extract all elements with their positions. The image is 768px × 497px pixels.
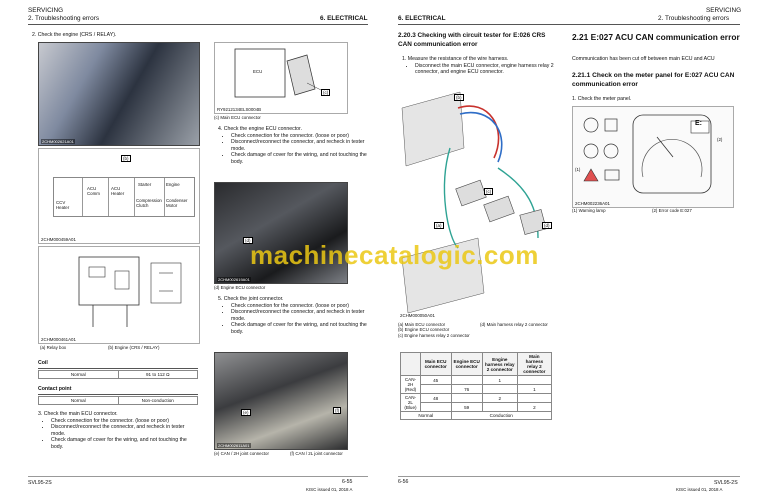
table-cell (482, 385, 517, 394)
left-footer-model: SVL95-2S (28, 480, 52, 486)
caption-2: (2) Error code E:027 (652, 208, 692, 213)
ecu-diagram (214, 42, 348, 114)
photo-code: 2CHM002621A01 (42, 139, 74, 144)
left-header-top: SERVICING (28, 7, 64, 14)
ecu-label: ECU (253, 69, 263, 74)
left-footer-page: 6-55 (342, 479, 353, 485)
wiring-callout: (a) (436, 223, 442, 228)
step-3-bullet: • Check connection for the connector. (loose or poor) (51, 418, 198, 425)
meter-callout: (2) (717, 137, 723, 142)
left-header-sub: 2. Troubleshooting errors (28, 15, 100, 22)
table-cell (482, 403, 517, 412)
right-header-sub: 2. Troubleshooting errors (658, 15, 730, 22)
table-cell (420, 385, 451, 394)
step-3 (38, 411, 198, 450)
right-captions-left (398, 322, 478, 338)
relay-cell: Condenser Motor (166, 198, 188, 209)
wiring-callout: (d) (544, 223, 550, 228)
relay-cell: ACU Comm (87, 186, 100, 197)
wiring-code: 2CHM000050A01 (400, 312, 435, 318)
step-3-bullet: • Check damage of cover for the wiring, and not touching the body. (51, 437, 198, 450)
table-cell: 2 (482, 394, 517, 403)
meter-code: 2CHM002236A01 (575, 200, 610, 206)
table-cell: 48 (420, 394, 451, 403)
right-header-top: SERVICING (706, 7, 742, 14)
resistance-table (400, 352, 552, 420)
photo-f-callout: (f) (335, 408, 340, 413)
table-header: Engine ECU connector (451, 353, 482, 376)
step-4 (218, 126, 368, 165)
table-cell (420, 403, 451, 412)
table-footer-row (401, 412, 552, 420)
table-row (401, 403, 552, 412)
joint-connector-photo (214, 352, 348, 450)
relay-box-code: 2CHM000459A01 (41, 236, 76, 242)
table-header (401, 353, 421, 376)
right-caption-b: (b) Engine ECU connector (398, 327, 450, 333)
wiring-callout: (c) (486, 189, 492, 194)
engine-bay-photo (38, 42, 200, 146)
meter-panel-diagram (572, 106, 734, 208)
step-4-text: 4. Check the engine ECU connector. (218, 126, 302, 132)
caption-d: (d) Engine ECU connector (214, 285, 266, 290)
table-cell: 2 (517, 403, 551, 412)
table-cell: 1 (482, 376, 517, 385)
right-caption-c: (c) Engine harness relay 2 connector (398, 332, 470, 338)
right-caption-a: (a) Main ECU connector (398, 322, 446, 327)
table-cell: CAN-2L (Blue) (401, 394, 421, 412)
wiring-callout: (b) (456, 95, 462, 100)
step-4-bullet: • Disconnect/reconnect the connector, and recheck in tester mode. (231, 139, 368, 152)
step-5 (218, 296, 368, 335)
ecu-callout: (c) (323, 90, 329, 95)
right-footer-model: SVL95-2S (714, 480, 738, 486)
caption-e: (e) CAN / 2H joint connector (214, 451, 269, 456)
right-footer-page: 6-56 (398, 479, 409, 485)
coil-cell: 91 to 112 Ω (118, 371, 198, 379)
table-cell (517, 394, 551, 403)
table-cell: 59 (451, 403, 482, 412)
caption-1: (1) Warning lamp (572, 208, 606, 213)
relay-box-diagram (38, 148, 200, 244)
table-cell: Conduction (451, 412, 552, 420)
table-cell: 45 (420, 376, 451, 385)
relay-diagram (38, 246, 200, 344)
step-meter: 1. Check the meter panel. (572, 96, 632, 102)
contact-cell: Normal (39, 397, 119, 405)
table-header: Engine harness relay 2 connector (482, 353, 517, 376)
meter-display: E: (695, 120, 702, 127)
table-cell: 76 (451, 385, 482, 394)
ecu-code: RY9212134ELS0004B (217, 106, 262, 112)
left-header-section: 6. ELECTRICAL (320, 15, 368, 22)
table-row (401, 394, 552, 403)
relay-cell: Starter (138, 182, 152, 187)
table-header: Main harness relay 2 connector (517, 353, 551, 376)
table-cell: Normal (401, 412, 452, 420)
relay-cell: Compression Clutch (136, 198, 162, 209)
coil-table (38, 370, 198, 379)
caption-c: (c) Main ECU connector (214, 115, 261, 120)
caption-a: (a) Relay box (40, 345, 67, 350)
right-step-1-bullet: • Disconnect the main ECU connector, engine harness relay 2 connector, and engine ECU connector. (415, 63, 562, 76)
step-5-bullet: • Check damage of cover for the wiring, and not touching the body. (231, 322, 368, 335)
heading-2-20-3: 2.20.3 Checking with circuit tester for E:026 CRS CAN communication error (398, 32, 546, 48)
step-4-bullet: • Check connection for the connector. (loose or poor) (231, 133, 368, 140)
step-2-text: 2. Check the engine (CRS / RELAY). (32, 32, 117, 38)
step-3-text: 3. Check the main ECU connector. (38, 411, 118, 417)
right-footer-issue: KISC issued 01, 2018 A (676, 487, 723, 492)
table-header: Main ECU connector (420, 353, 451, 376)
photo-ef-code: 2CHM002611A01 (218, 443, 250, 448)
right-step-1 (402, 56, 562, 76)
relay-box-panel (53, 177, 195, 217)
photo-d-code: 2CHM002619A01 (218, 277, 250, 282)
photo-e-callout: (e) (243, 410, 249, 415)
relay-cell: Engine (166, 182, 180, 187)
right-caption-d: (d) Main harness relay 2 connector (480, 322, 548, 327)
paragraph-2-21: Communication has been cut off between main ECU and ACU (572, 56, 715, 62)
coil-title: Coil (38, 360, 48, 366)
step-3-bullet: • Disconnect/reconnect the connector, and recheck in tester mode. (51, 424, 198, 437)
table-row (401, 385, 552, 394)
relay-box-callout: (b) (123, 156, 129, 161)
heading-2-21-1: 2.21.1 Check on the meter panel for E:027 ACU CAN communication error (572, 72, 735, 88)
relay-code: 2CHM000461A01 (41, 336, 76, 342)
table-row (401, 376, 552, 385)
table-cell: CAN-2H (Red) (401, 376, 421, 394)
table-cell (451, 376, 482, 385)
caption-b: (b) Engine (CRS / RELAY) (108, 345, 160, 350)
photo-d-callout: (d) (245, 238, 251, 243)
step-5-text: 5. Check the joint connector. (218, 296, 284, 302)
relay-cell: CCV Heater (56, 200, 70, 211)
table-cell: 1 (517, 385, 551, 394)
contact-cell: Non-conduction (118, 397, 198, 405)
relay-cell: ACU Heater (111, 186, 125, 197)
caption-f: (f) CAN / 2L joint connector (290, 451, 343, 456)
table-cell (451, 394, 482, 403)
step-4-bullet: • Check damage of cover for the wiring, and not touching the body. (231, 152, 368, 165)
watermark: machinecatalogic.com (250, 240, 539, 270)
heading-2-21: 2.21 E:027 ACU CAN communication error (572, 32, 740, 42)
contact-title: Contact point (38, 386, 72, 392)
table-cell (517, 376, 551, 385)
wiring-harness-diagram (398, 88, 558, 318)
coil-cell: Normal (39, 371, 119, 379)
left-footer-issue: KISC issued 01, 2018 A (306, 487, 353, 492)
step-5-bullet: • Disconnect/reconnect the connector, and recheck in tester mode. (231, 309, 368, 322)
contact-table (38, 396, 198, 405)
right-step-1-text: 1. Measure the resistance of the wire harness. (402, 56, 509, 62)
right-header-section: 6. ELECTRICAL (398, 15, 446, 22)
meter-callout: (1) (575, 167, 581, 172)
step-5-bullet: • Check connection for the connector. (loose or poor) (231, 303, 368, 310)
